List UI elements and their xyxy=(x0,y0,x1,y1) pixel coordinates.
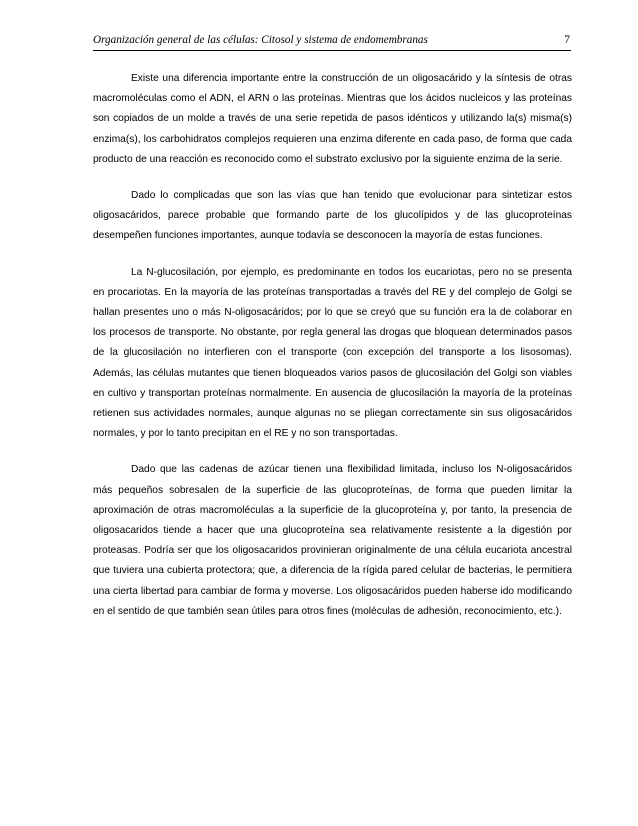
paragraph-2: Dado lo complicadas que son las vías que han tenido que evolucionar para sintetizar estos oligosacáridos, parece probable que formando parte de los glucolípidos y de las glucoproteínas desempeñen funciones importantes, aunque todavía se desconocen la mayoría de estas funciones. xyxy=(93,190,572,242)
paragraph-1: Existe una diferencia importante entre la construcción de un oligosacárido y la síntesis de otras macromoléculas como el ADN, el ARN o las proteínas. Mientras que los ácidos nucleicos y las proteínas son copiados de un molde a través de una serie repetida de pasos idénticos y utilizando la(s) misma(s) enzima(s), los carbohidratos complejos requieren una enzima diferente en cada paso, de forma que cada producto de una reacción es reconocido como el substrato exclusivo por la siguiente enzima de la serie. xyxy=(93,73,572,165)
paragraph-3: La N-glucosilación, por ejemplo, es predominante en todos los eucariotas, pero no se presenta en procariotas. En la mayoría de las proteínas transportadas a través del RE y del complejo de Golgi se hallan presentes uno o más N-oligosacáridos; por lo que se creyó que su función era la de colaborar en los procesos de transporte. No obstante, por regla general las drogas que bloquean determinados pasos de la glucosilación no interfieren con el transporte (con excepción del transporte a los lisosomas). Además, las células mutantes que tienen bloqueados varios pasos de glucosilación del Golgi son viables en cultivo y transportan proteínas normalmente. En ausencia de glucosilación la mayoría de la proteínas retienen sus actividades normales, aunque algunas no se pliegan correctamente sin sus oligosacáridos normales, y por lo tanto precipitan en el RE y no son transportadas. xyxy=(93,266,572,440)
page-number: 7 xyxy=(564,34,570,46)
paragraph-4: Dado que las cadenas de azúcar tienen una flexibilidad limitada, incluso los N-oligosacáridos más pequeños sobresalen de la superficie de las glucoproteínas, de forma que pueden limitar la aproximación de otras macromoléculas a la superficie de la glucoproteína y, por tanto, la presencia de oligosacaridos tiende a hacer que una glucoproteína sea relativamente resistente a la digestión por proteasas. Podría ser que los oligosacaridos provinieran originalmente de una célula eucariota ancestral que tuviera una cubierta protectora; que, a diferencia de la rígida pared celular de bacterias, le permitiera una cierta libertad para cambiar de forma y moverse. Los oligosacáridos pueden haberse ido modificando en el sentido de que también sean útiles para otros fines (moléculas de adhesión, reconocimiento, etc.). xyxy=(93,464,572,617)
running-header xyxy=(93,34,571,51)
header-title: Organización general de las células: Citosol y sistema de endomembranas xyxy=(93,34,428,46)
body-text xyxy=(93,69,572,638)
